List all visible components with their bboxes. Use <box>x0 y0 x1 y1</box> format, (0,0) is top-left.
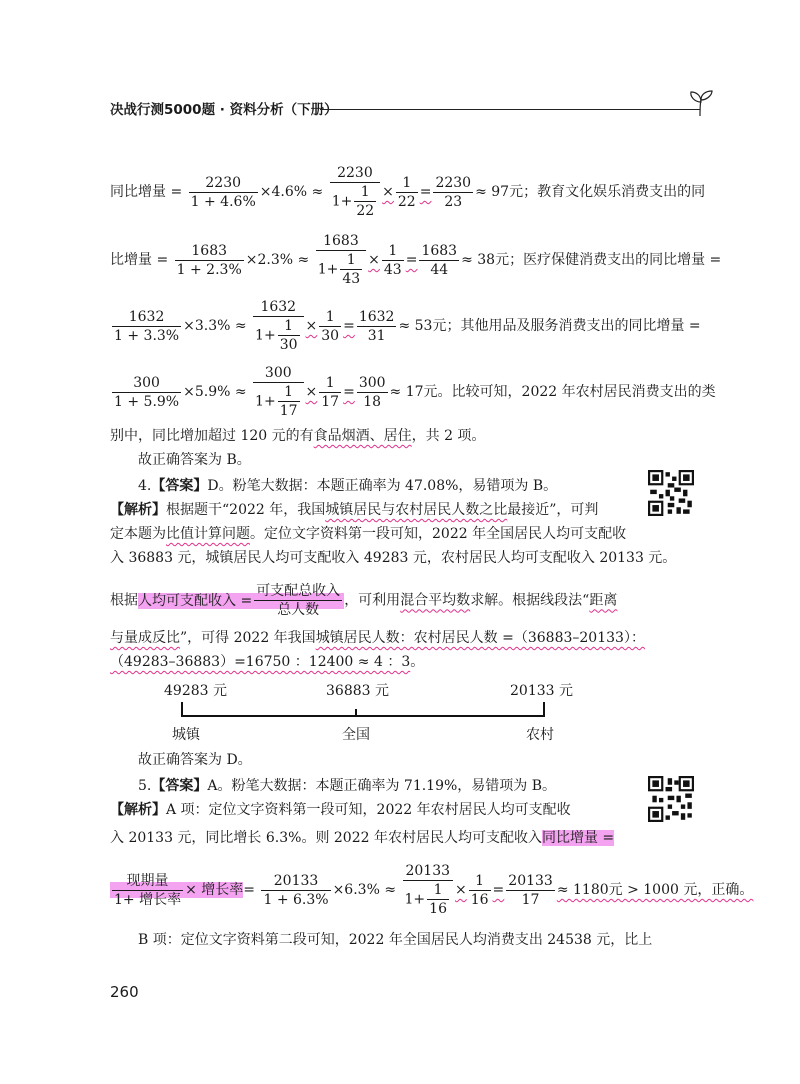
fraction <box>319 374 341 411</box>
text: 求解。根据线段法“ <box>470 592 590 609</box>
running-header <box>110 92 710 122</box>
text: = <box>492 882 505 898</box>
fraction <box>427 881 449 918</box>
fraction <box>330 164 380 220</box>
fraction <box>316 232 366 288</box>
denominator: 总人数 <box>254 600 342 619</box>
header-rule <box>320 109 700 110</box>
q4-answer-line <box>110 474 656 498</box>
mid-bottom-label: 全国 <box>342 727 370 743</box>
denominator: 30 <box>321 327 340 344</box>
highlight <box>110 872 244 908</box>
text: 。 <box>410 654 425 670</box>
text: ”，可得 2022 年我国 <box>180 630 316 646</box>
denominator: 22 <box>356 203 375 219</box>
mid-top-label: 36883 元 <box>326 683 389 699</box>
left-bottom-label: 城镇 <box>172 727 200 743</box>
q4-answer-final: 故正确答案为 D。 <box>138 752 252 768</box>
q4-explain-line-4 <box>110 582 628 619</box>
numerator: 1 <box>346 252 356 268</box>
fraction <box>112 308 181 345</box>
highlight: 同比增量 = <box>541 830 615 846</box>
denominator: 17 <box>321 393 340 410</box>
denominator: 44 <box>419 260 459 279</box>
fraction <box>403 862 453 918</box>
numerator: 20133 <box>508 872 553 889</box>
text: 1+ <box>255 393 276 410</box>
explain-label: 【解析】 <box>110 802 166 818</box>
formula-line-1 <box>110 164 706 220</box>
text: A 项：定位文字资料第一段可知，2022 年农村居民人均可支配收 <box>166 802 571 818</box>
denominator <box>316 250 366 288</box>
q5-formula-line <box>110 862 754 918</box>
left-top-label: 49283 元 <box>164 683 227 699</box>
denominator: 43 <box>383 261 402 278</box>
wavy-underline <box>251 299 398 353</box>
page-number: 260 <box>110 983 139 1001</box>
numerator: 1 <box>284 384 294 400</box>
numerator: 1632 <box>128 308 165 325</box>
fraction <box>419 242 459 279</box>
denominator: 1+ 增长率 <box>114 891 182 908</box>
wavy-underline: 比值计算问题 <box>166 526 250 542</box>
fraction <box>253 364 303 420</box>
text: 最接近”，可判 <box>507 502 599 518</box>
q5-explain-line-1 <box>110 798 628 822</box>
fraction <box>433 174 473 211</box>
numerator: 现期量 <box>126 872 169 889</box>
text: ≈ 38元；医疗保健消费支出的同比增量 = <box>461 252 722 268</box>
fraction <box>261 872 330 909</box>
numerator: 可支配总收入 <box>256 583 341 599</box>
q4-explain-line-1 <box>110 498 628 522</box>
text: = <box>343 318 355 334</box>
denominator: 31 <box>357 326 397 345</box>
wavy-underline: （49283–36883）=16750 ：12400 ≈ 4 ：3 <box>110 654 411 670</box>
text: 1+ <box>331 193 353 210</box>
q4-explain-line-2 <box>110 522 628 546</box>
text: × <box>305 318 318 334</box>
text: ×6.3% ≈ <box>332 882 397 898</box>
text: 入 20133 元，同比增长 6.3%。则 2022 年农村居民人均可支配收入 <box>110 830 542 846</box>
text: ≈ 97元；教育文化娱乐消费支出的同 <box>475 184 706 200</box>
fraction <box>189 174 258 211</box>
fraction <box>357 374 388 411</box>
fraction <box>354 183 376 220</box>
denominator <box>330 182 380 220</box>
question-number: 5. <box>138 778 152 794</box>
right-bottom-label: 农村 <box>526 727 554 743</box>
answer-label: 【答案】 <box>151 778 208 794</box>
text: ，共 2 项。 <box>411 428 486 444</box>
text: 1+ <box>404 891 426 908</box>
denominator <box>253 382 303 420</box>
formula-line-2 <box>110 232 722 288</box>
fraction <box>112 872 183 909</box>
fraction <box>112 374 181 411</box>
answer-line: 故正确答案为 B。 <box>138 452 251 468</box>
q5-explain-line-4: B 项：定位文字资料第二段可知，2022 年全国居民人均消费支出 24538 元，比上 <box>138 932 653 948</box>
numerator: 1632 <box>260 299 297 315</box>
fraction <box>278 317 300 354</box>
q5-explain-line-2 <box>110 826 628 850</box>
text: 根据 <box>110 592 138 609</box>
text: 定本题为 <box>110 526 166 542</box>
numerator: 1 <box>402 174 412 191</box>
fraction <box>253 298 303 354</box>
fraction <box>175 242 244 279</box>
denominator: 30 <box>279 337 298 353</box>
numerator: 1 <box>475 872 485 889</box>
text: 1+ <box>255 327 276 344</box>
highlight <box>138 583 344 618</box>
denominator: 18 <box>357 392 388 411</box>
qr-code-icon[interactable] <box>648 470 694 516</box>
q5-answer-line <box>110 774 656 798</box>
text: × <box>454 882 467 898</box>
numerator: 1 <box>388 242 398 259</box>
denominator: 1 + 3.3% <box>114 327 180 344</box>
denominator <box>403 880 453 918</box>
numerator: 300 <box>264 365 292 381</box>
text: 。定位文字资料第一段可知，2022 年全国居民人均可支配收 <box>250 526 627 542</box>
text: ，可利用 <box>344 592 401 609</box>
text: × <box>382 184 394 200</box>
numerator: 20133 <box>273 872 319 889</box>
text: 别中，同比增加超过 120 元的有 <box>110 428 314 444</box>
denominator: 17 <box>279 403 298 419</box>
numerator: 1 <box>284 318 294 334</box>
text: ×5.9% ≈ <box>183 384 247 400</box>
wavy-underline: 食品烟酒、居住 <box>313 428 412 444</box>
wavy-underline: 城镇居民与农村居民人数之比 <box>325 502 508 518</box>
denominator: 16 <box>470 891 489 908</box>
numerator: 1 <box>360 184 370 200</box>
fraction <box>382 242 404 279</box>
numerator: 2230 <box>435 174 472 191</box>
text: 人均可支配收入 = <box>138 592 253 609</box>
wavy-underline <box>314 233 461 287</box>
numerator: 300 <box>358 374 386 391</box>
numerator: 20133 <box>405 863 451 879</box>
denominator <box>253 316 303 354</box>
book-title: 决战行测5000题 · 资料分析（下册） <box>110 102 338 118</box>
fraction <box>396 174 418 211</box>
numerator: 300 <box>133 374 160 391</box>
denominator: 22 <box>397 193 416 210</box>
text: × <box>368 252 380 268</box>
denominator: 1 + 4.6% <box>190 193 256 210</box>
numerator: 1 <box>325 374 335 391</box>
text: 根据题干“2022 年，我国 <box>166 502 326 518</box>
qr-code-icon[interactable] <box>648 776 694 822</box>
fraction <box>340 251 362 288</box>
numerator: 1 <box>325 308 335 325</box>
text: ×4.6% ≈ <box>259 184 324 200</box>
wavy-underline: 与量成反比 <box>110 630 180 646</box>
numerator: 1683 <box>323 233 359 249</box>
text: = <box>243 882 256 898</box>
paragraph-line <box>110 424 628 448</box>
answer-label: 【答案】 <box>151 478 208 494</box>
text: 同比增量 = <box>110 184 183 200</box>
leaf-icon <box>686 90 716 118</box>
fraction <box>319 308 341 345</box>
wavy-underline: 城镇居民人数：农村居民人数 =（36883–20133）： <box>315 630 645 646</box>
wavy-underline <box>401 863 754 917</box>
text: D。粉笔大数据：本题正确率为 47.08%，易错项为 B。 <box>207 478 558 494</box>
numerator: 2230 <box>205 174 242 191</box>
numerator: 1 <box>433 882 443 898</box>
denominator: 1 + 2.3% <box>176 261 242 278</box>
fraction <box>469 872 491 909</box>
text: = <box>405 252 418 268</box>
numerator: 2230 <box>337 165 373 181</box>
denominator: 1 + 5.9% <box>114 393 180 410</box>
formula-line-3 <box>110 298 701 354</box>
number-line <box>180 700 550 724</box>
numerator: 1683 <box>191 242 228 259</box>
text: ≈ 1180元 > 1000 元，正确。 <box>556 882 754 898</box>
denominator: 17 <box>506 890 555 909</box>
text: ≈ 53元；其他用品及服务消费支出的同比增量 = <box>398 318 701 334</box>
wavy-underline <box>328 165 475 219</box>
numerator: 1683 <box>421 242 458 259</box>
text: × <box>305 384 318 400</box>
fraction <box>254 582 342 619</box>
text: 1+ <box>317 261 339 278</box>
explain-label: 【解析】 <box>110 502 166 518</box>
fraction <box>506 872 555 909</box>
question-number: 4. <box>138 478 152 494</box>
text: × 增长率 <box>185 882 244 898</box>
fraction <box>357 308 397 345</box>
wavy-underline <box>251 365 390 419</box>
q4-explain-line-5 <box>110 626 645 650</box>
text: A。粉笔大数据：本题正确率为 71.19%，易错项为 B。 <box>207 778 557 794</box>
denominator: 43 <box>342 271 361 287</box>
denominator: 1 + 6.3% <box>263 891 329 908</box>
text: = <box>343 384 355 400</box>
formula-line-4 <box>110 364 716 420</box>
q4-explain-line-6 <box>110 650 628 674</box>
fraction <box>278 383 300 420</box>
denominator: 16 <box>429 901 447 917</box>
right-top-label: 20133 元 <box>510 683 573 699</box>
text: = <box>419 184 432 200</box>
numerator: 1632 <box>358 308 395 325</box>
q4-explain-line-3: 入 36883 元，城镇居民人均可支配收入 49283 元，农村居民人均可支配收入 20133 元。 <box>110 550 677 566</box>
wavy-underline: 距离 <box>589 592 618 609</box>
wavy-underline: 混合平均数 <box>400 592 471 609</box>
text: ≈ 17元。比较可知，2022 年农村居民消费支出的类 <box>389 384 716 400</box>
text: 比增量 = <box>110 252 169 268</box>
text: ×2.3% ≈ <box>245 252 310 268</box>
denominator: 23 <box>433 192 473 211</box>
text: ×3.3% ≈ <box>183 318 247 334</box>
